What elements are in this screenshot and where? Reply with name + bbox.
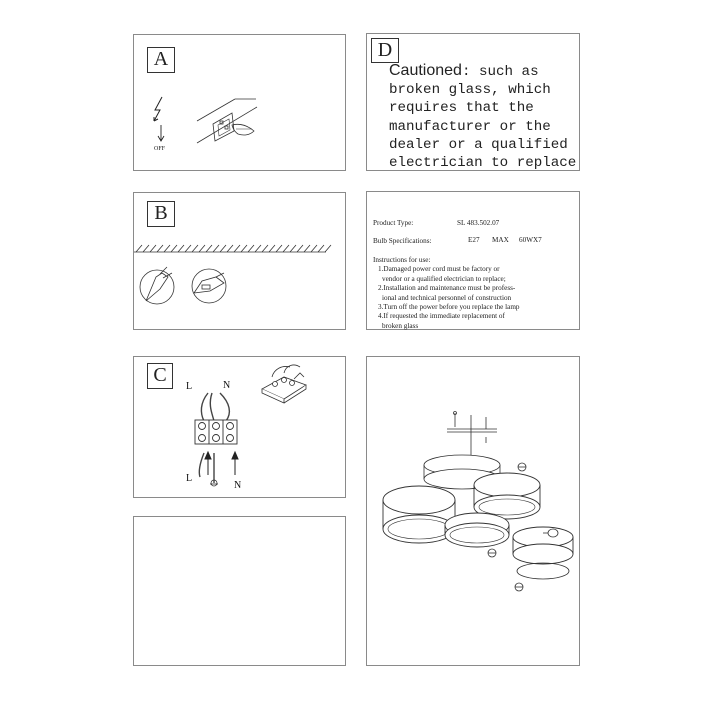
caution-line: requires that the: [389, 100, 534, 117]
off-label: OFF: [154, 146, 166, 152]
bulb-power-value: 60W: [519, 236, 533, 244]
arrow-down-icon: [158, 125, 164, 141]
bulb-power: [519, 236, 542, 244]
ceiling-hatch: [134, 245, 331, 252]
product-type-value: SL 483.502.07: [457, 219, 500, 227]
instruction-line: ional and technical personnel of construction: [382, 293, 512, 302]
instruction-line: vendor or a qualified electrician to replace;: [382, 274, 506, 283]
connector-illustration: [262, 365, 306, 403]
panel-b-drawing: [134, 193, 347, 331]
caution-line: broken glass, which: [389, 82, 551, 99]
terminal-block: [195, 420, 237, 444]
drill-circle-right: [192, 269, 226, 303]
panel-d-letter: D: [371, 38, 399, 63]
caution-line: electrician to replace: [389, 155, 577, 172]
label-n-top: N: [223, 380, 231, 391]
lamp-shade-bottom: [513, 527, 573, 564]
bulb-max: MAX: [492, 236, 509, 244]
panel-specs: [366, 191, 580, 330]
caution-rest: : such as: [461, 64, 539, 80]
caution-word: Cautioned: [389, 62, 462, 79]
label-n-bottom: N: [234, 480, 242, 491]
drill-circle-left: [140, 267, 174, 304]
panel-blank: [133, 516, 346, 666]
instruction-line: 1.Damaged power cord must be factory or: [378, 265, 500, 274]
lamp-shade-right: [474, 473, 540, 519]
panel-b: [133, 192, 346, 330]
bulb-label: Bulb Specifications:: [373, 237, 432, 245]
glass-diffuser: [517, 563, 569, 579]
panel-c-letter: C: [147, 363, 173, 389]
lightning-bolt-icon: [154, 97, 162, 121]
bulb-count: X7: [532, 236, 542, 244]
panel-b-letter: B: [147, 201, 175, 227]
lamp-shade-left: [383, 486, 455, 543]
panel-a: [133, 34, 346, 171]
mounting-bracket: [447, 412, 497, 456]
caution-text: [389, 62, 589, 172]
panel-exploded-view: [366, 356, 580, 666]
panel-a-letter: A: [147, 47, 175, 73]
instructions: [373, 256, 578, 331]
wall-switch-illustration: [197, 99, 257, 143]
instruction-line: 2.Installation and maintenance must be profess-: [378, 284, 516, 293]
label-l-bottom: L: [186, 473, 193, 484]
caution-line: dealer or a qualified: [389, 136, 568, 153]
panel-a-drawing: [134, 35, 347, 172]
caution-line: manufacturer or the: [389, 118, 551, 135]
bulb-type: E27: [468, 236, 480, 244]
panel-c: [133, 356, 346, 498]
panel-c-drawing: [134, 357, 347, 499]
lamp-shade-center: [445, 513, 509, 547]
instruction-line: 4.If requested the immediate replacement of: [378, 312, 505, 321]
panel-d: [366, 33, 580, 171]
exploded-view-drawing: [367, 357, 581, 667]
instructions-title: Instructions for use:: [373, 256, 431, 264]
arrow-up-icon: [205, 452, 238, 475]
product-type-label: Product Type:: [373, 219, 414, 227]
label-l-top: L: [186, 381, 193, 392]
instruction-line: 3.Turn off the power before you replace the lamp: [378, 303, 520, 312]
instruction-line: broken glass: [382, 321, 419, 330]
